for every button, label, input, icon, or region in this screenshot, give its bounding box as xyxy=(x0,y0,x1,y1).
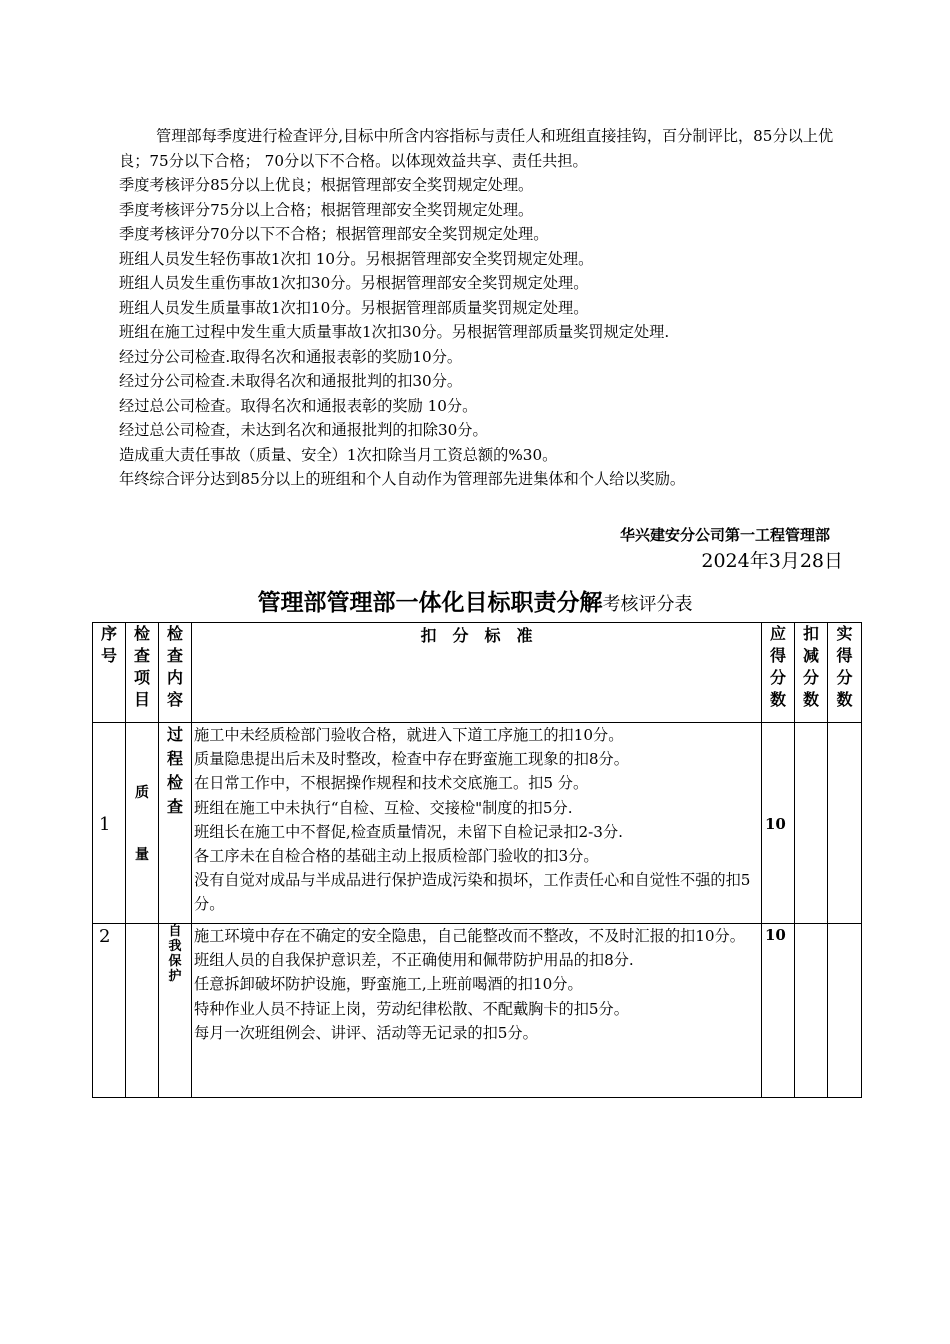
row-actual-score xyxy=(828,924,862,1098)
row-seq: 2 xyxy=(93,924,126,1098)
standard-line: 各工序未在自检合格的基础主动上报质检部门验收的扣3分。 xyxy=(194,847,599,866)
paragraph: 季度考核评分70分以下不合格；根据管理部安全奖罚规定处理。 xyxy=(119,225,549,243)
row-seq: 1 xyxy=(93,723,126,924)
row-deduct-score xyxy=(795,924,828,1098)
row-should-score: 10 xyxy=(762,924,795,1098)
paragraph: 班组人员发生轻伤事故1次扣 10分。另根据管理部安全奖罚规定处理。 xyxy=(119,249,594,268)
paragraph: 班组在施工过程中发生重大质量事故1次扣30分。另根据管理部质量奖罚规定处理. xyxy=(119,323,670,341)
header-should-score: 应得分数 xyxy=(762,623,795,723)
paragraph: 年终综合评分达到85分以上的班组和个人自动作为管理部先进集体和个人给以奖励。 xyxy=(119,470,686,488)
intro-text xyxy=(119,124,859,492)
paragraph: 造成重大责任事故（质量、安全）1次扣除当月工资总额的%30。 xyxy=(119,445,558,464)
header-item: 检查项目 xyxy=(126,623,159,723)
paragraph: 班组人员发生重伤事故1次扣30分。另根据管理部安全奖罚规定处理。 xyxy=(119,274,589,292)
signature-organization: 华兴建安分公司第一工程管理部 xyxy=(619,526,830,544)
standard-line: 班组人员的自我保护意识差，不正确使用和佩带防护用品的扣8分. xyxy=(194,951,634,970)
score-table xyxy=(92,622,862,1098)
paragraph: 经过分公司检查.取得名次和通报表彰的奖励10分。 xyxy=(119,347,463,366)
row-standards xyxy=(192,723,762,924)
standard-line: 班组在施工中未执行“自检、互检、交接检"制度的扣5分. xyxy=(194,798,573,817)
paragraph: 经过总公司检查，未达到名次和通报批判的扣除30分。 xyxy=(119,421,488,439)
signature-date: 2024年3月28日 xyxy=(701,550,843,572)
row-content: 过程检查 xyxy=(159,723,192,924)
row-standards xyxy=(192,924,762,1098)
standard-line: 施工环境中存在不确定的安全隐患，自己能整改而不整改，不及时汇报的扣10分。 xyxy=(194,927,745,945)
standard-line: 没有自觉对成品与半成品进行保护造成污染和损坏，工作责任心和自觉性不强的扣5分。 xyxy=(194,871,751,914)
standard-line: 质量隐患提出后未及时整改，检查中存在野蛮施工现象的扣8分。 xyxy=(194,750,629,769)
table-title-suffix: 考核评分表 xyxy=(602,594,693,615)
row-should-score: 10 xyxy=(762,723,795,924)
paragraph: 班组人员发生质量事故1次扣10分。另根据管理部质量奖罚规定处理。 xyxy=(119,298,589,317)
table-title xyxy=(0,584,950,617)
row-deduct-score xyxy=(795,723,828,924)
standard-line: 特种作业人员不持证上岗，劳动纪律松散、不配戴胸卡的扣5分。 xyxy=(194,999,629,1018)
table-row xyxy=(93,723,862,924)
standard-line: 每月一次班组例会、讲评、活动等无记录的扣5分。 xyxy=(194,1023,538,1042)
row-item xyxy=(126,924,159,1098)
header-content: 检查内容 xyxy=(159,623,192,723)
table-title-main: 管理部管理部一体化目标职责分解 xyxy=(257,590,603,616)
header-seq: 序号 xyxy=(93,623,126,723)
paragraph: 管理部每季度进行检查评分,目标中所含内容指标与责任人和班组直接挂钩，百分制评比，85分以上优良；75分以下合格； 70分以下不合格。以体现效益共享、责任共担。 xyxy=(119,127,834,170)
standard-line: 施工中未经质检部门验收合格，就进入下道工序施工的扣10分。 xyxy=(194,726,624,744)
paragraph: 经过总公司检查。取得名次和通报表彰的奖励 10分。 xyxy=(119,396,478,415)
header-standard: 扣 分 标 准 xyxy=(192,623,762,723)
header-deduct-score: 扣减分数 xyxy=(795,623,828,723)
paragraph: 经过分公司检查.未取得名次和通报批判的扣30分。 xyxy=(119,372,463,390)
row-content: 自我保护 xyxy=(159,924,192,1098)
row-item: 质 量 xyxy=(126,723,159,924)
standard-line: 任意拆卸破坏防护设施，野蛮施工,上班前喝酒的扣10分。 xyxy=(194,975,583,994)
standard-line: 班组长在施工中不督促,检查质量情况，未留下自检记录扣2-3分. xyxy=(194,822,623,841)
header-actual-score: 实得分数 xyxy=(828,623,862,723)
table-row xyxy=(93,924,862,1098)
paragraph: 季度考核评分85分以上优良；根据管理部安全奖罚规定处理。 xyxy=(119,176,534,194)
standard-line: 在日常工作中，不根据操作规程和技术交底施工。扣5 分。 xyxy=(194,774,589,793)
paragraph: 季度考核评分75分以上合格；根据管理部安全奖罚规定处理。 xyxy=(119,200,534,219)
table-header-row xyxy=(93,623,862,723)
row-actual-score xyxy=(828,723,862,924)
